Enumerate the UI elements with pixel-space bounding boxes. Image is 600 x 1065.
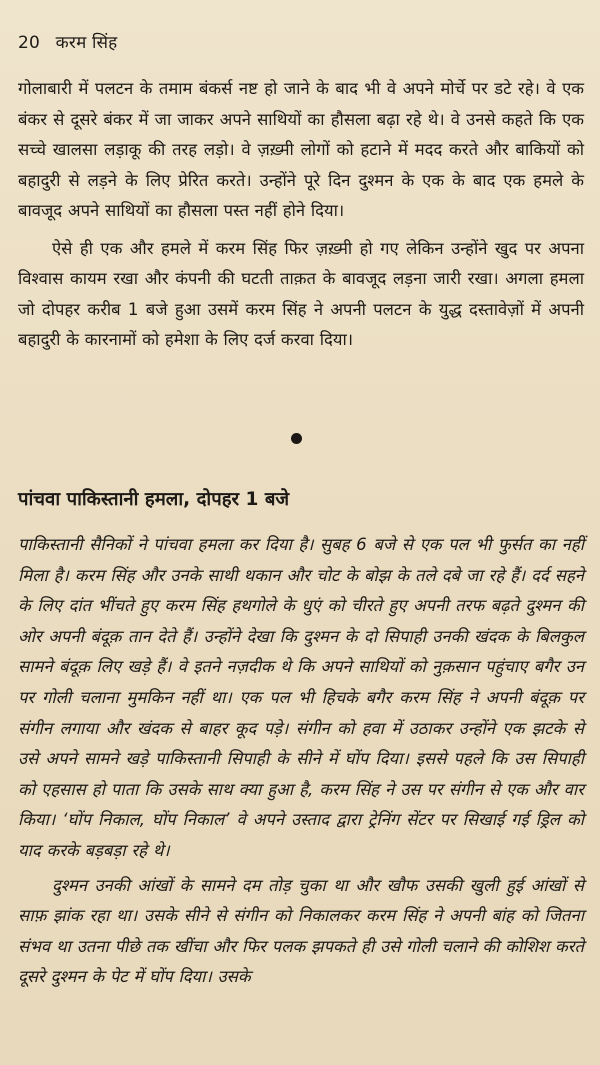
section-divider-bullet [291, 433, 302, 444]
paragraph: दुश्मन उनकी आंखों के सामने दम तोड़ चुका था और खौफ उसकी खुली हुई आंखों से साफ़ झांक रहा था। उसके सीने से संगीन को निकालकर करम सिंह ने अपनी बांह को जितना संभव था उतना पीछे तक खींचा और फिर पलक झपकते ही उसे गोली चलाने की कोशिश करते दूसरे दुश्मन के पेट में घोंप दिया। उसके [18, 875, 584, 987]
paragraph: गोलाबारी में पलटन के तमाम बंकर्स नष्ट हो जाने के बाद भी वे अपने मोर्चे पर डटे रहे। वे एक बंकर से दूसरे बंकर में जा जाकर अपने साथियों का हौसला बढ़ा रहे थे। वे उनसे कहते कि एक सच्चे खालसा लड़ाकू की तरह लड़ो। वे ज़ख़्मी लोगों को हटाने में मदद करते और बाकियों को बहादुरी से लड़ने के लिए प्रेरित करते। उन्होंने पूरे दिन दुश्मन के एक के बाद एक हमले के बावजूद अपने साथियों का हौसला पस्त नहीं होने दिया। [18, 79, 584, 220]
section-heading: पांचवा पाकिस्तानी हमला, दोपहर 1 बजे [18, 489, 290, 510]
paragraph: पाकिस्तानी सैनिकों ने पांचवा हमला कर दिया है। सुबह 6 बजे से एक पल भी फुर्सत का नहीं मिला है। करम सिंह और उनके साथी थकान और चोट के बोझ के तले दबे जा रहे हैं। दर्द सहने के लिए दांत भींचते हुए करम सिंह हथगोले के धुएं को चीरते हुए अपनी तरफ बढ़ते दुश्मन की ओर अपनी बंदूक़ तान देते हैं। उन्होंने देखा कि दुश्मन के दो सिपाही उनकी खंदक के बिलकुल सामने बंदूक़ लिए खड़े हैं। वे इतने नज़दीक थे कि अपने साथियों को नुक़सान पहुंचाए बगैर उन पर गोली चलाना मुमकिन नहीं था। एक पल भी हिचके बगैर करम सिंह ने अपनी बंदूक़ पर संगीन लगाया और खंदक से बाहर कूद पड़े। संगीन को हवा में उठाकर उन्होंने एक झटके से उसे अपने सामने खड़े पाकिस्तानी सिपाही के सीने में घोंप दिया। इससे पहले कि उस सिपाही को एहसास हो पाता कि उसके साथ क्या हुआ है, करम सिंह ने उस पर संगीन से एक और वार किया। ‘घोंप निकाल, घोंप निकाल’ वे अपने उस्ताद द्वारा ट्रेनिंग सेंटर पर सिखाई गई ड्रिल को याद करके बड़बड़ा रहे थे। [18, 535, 584, 860]
page-header [18, 30, 117, 53]
page-number: 20 [18, 33, 41, 53]
running-title: करम सिंह [55, 33, 118, 53]
paragraph: ऐसे ही एक और हमले में करम सिंह फिर ज़ख़्मी हो गए लेकिन उन्होंने खुद पर अपना विश्वास कायम रखा और कंपनी की घटती ताक़त के बावजूद लड़ना जारी रखा। अगला हमला जो दोपहर करीब 1 बजे हुआ उसमें करम सिंह ने अपनी पलटन के युद्ध दस्तावेज़ों में अपनी बहादुरी के कारनामों को हमेशा के लिए दर्ज करवा दिया। [18, 238, 584, 349]
section-two-text [18, 530, 584, 993]
section-one-text [18, 74, 584, 356]
